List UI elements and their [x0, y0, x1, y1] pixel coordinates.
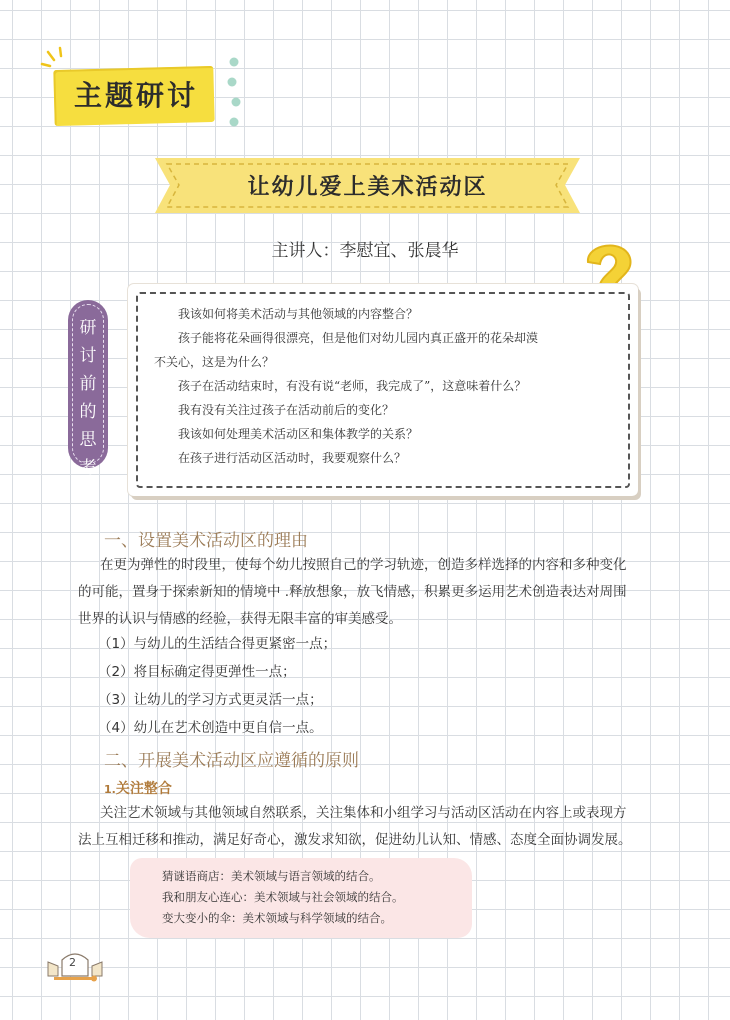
example-line: 变大变小的伞：美术领域与科学领域的结合。 — [162, 911, 392, 925]
section1-paragraph: 在更为弹性的时段里，使每个幼儿按照自己的学习轨迹，创造多样选择的内容和多种变化 的可能，置身于探索新知的情境中 .释放想象，放飞情感，积累更多运用艺术创造表达对周围 世界的认识与情感的经验，获得无限丰富的审美感受。 — [78, 557, 627, 627]
reflection-line: 我该如何将美术活动与其他领域的内容整合？ — [178, 307, 419, 321]
list-item: （1）与幼儿的生活结合得更紧密一点； — [98, 636, 337, 652]
reflection-questions — [154, 302, 594, 470]
page-number-ornament — [44, 946, 106, 982]
speakers-line: 主讲人：李慰宜、张晨华 — [271, 241, 459, 261]
reflection-line: 我该如何处理美术活动区和集体教学的关系？ — [178, 427, 419, 441]
section-heading-principles: 二、开展美术活动区应遵循的原则 — [104, 751, 359, 771]
section-heading-reasons: 一、设置美术活动区的理由 — [104, 531, 308, 551]
page-number: 2 — [69, 956, 76, 969]
side-label-pill — [68, 300, 108, 478]
reasons-list — [98, 630, 336, 742]
topic-tag — [48, 62, 220, 128]
example-line: 我和朋友心连心：美术领域与社会领域的结合。 — [162, 890, 404, 904]
topic-tag-label: 主题研讨 — [74, 79, 199, 112]
side-label-text: 研 讨 前 的 思 考 — [79, 318, 97, 478]
list-item: （2）将目标确定得更弹性一点； — [98, 664, 296, 680]
examples-box — [130, 858, 472, 938]
reflection-box — [128, 284, 638, 496]
reflection-line: 孩子在活动结束时，有没有说“老师，我完成了”，这意味着什么？ — [178, 379, 527, 393]
page-title: 让幼儿爱上美术活动区 — [247, 175, 488, 200]
reflection-line: 我有没有关注过孩子在活动前后的变化？ — [178, 403, 395, 417]
reflection-line: 在孩子进行活动区活动时，我要观察什么？ — [178, 451, 407, 465]
list-item: （4）幼儿在艺术创造中更自信一点。 — [98, 720, 323, 736]
reflection-line: 孩子能将花朵画得很漂亮，但是他们对幼儿园内真正盛开的花朵却漠 — [178, 331, 539, 345]
title-banner — [155, 158, 580, 213]
list-item: （3）让幼儿的学习方式更灵活一点； — [98, 692, 323, 708]
section2-paragraph: 关注艺术领域与其他领域自然联系，关注集体和小组学习与活动区活动在内容上或表现方 法上互相迁移和推动，满足好奇心，激发求知欲，促进幼儿认知、情感、态度全面协调发展。 — [78, 805, 632, 848]
subheading-integration: 1.关注整合 — [104, 781, 172, 797]
dots-decoration-icon — [224, 56, 244, 132]
example-line: 猜谜语商店：美术领域与语言领域的结合。 — [162, 869, 381, 883]
reflection-line: 不关心，这是为什么？ — [154, 355, 275, 369]
